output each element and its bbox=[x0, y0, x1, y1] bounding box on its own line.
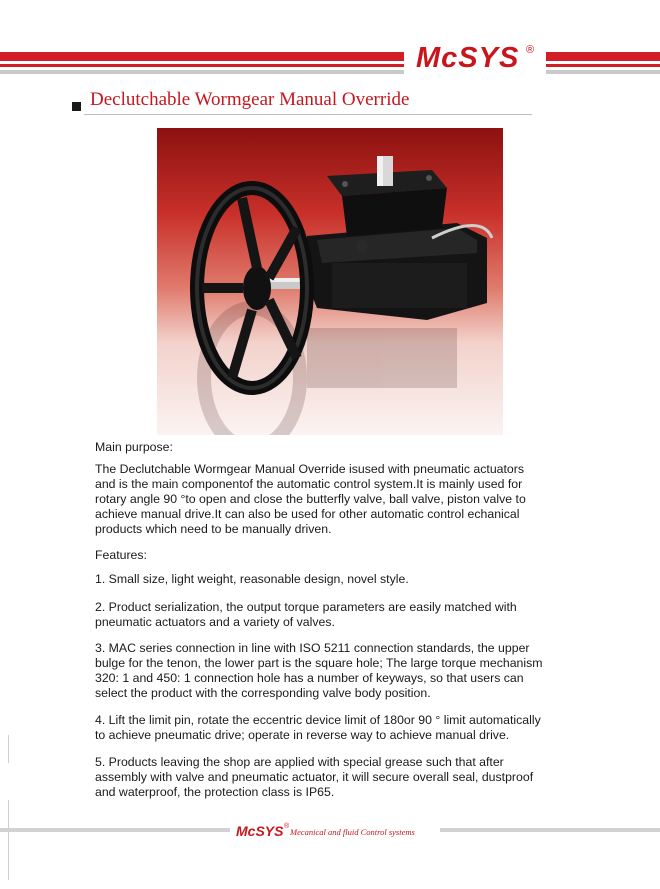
wormgear-illustration bbox=[157, 128, 503, 435]
text-line: and waterproof, the protection class is IP65. bbox=[95, 785, 335, 799]
header-gray-band bbox=[0, 70, 660, 74]
title-underline bbox=[84, 114, 532, 115]
text-line: assembly with valve and pneumatic actuator, it will secure overall seal, dustproof bbox=[95, 770, 534, 784]
text-line: to achieve pneumatic drive; operate in reverse way to achieve manual drive. bbox=[95, 728, 510, 742]
feature-item-5 bbox=[95, 755, 575, 800]
main-purpose-paragraph bbox=[95, 462, 575, 537]
main-purpose-heading: Main purpose: bbox=[95, 440, 173, 454]
page-title: Declutchable Wormgear Manual Override bbox=[90, 89, 410, 110]
footer-brand-logo: McSYS bbox=[236, 823, 284, 839]
text-line: bulge for the tenon, the lower part is the square hole; The large torque mechanism bbox=[95, 656, 543, 670]
text-line: and is the main componentof the automatic control system.It is mainly used for bbox=[95, 477, 523, 491]
product-photo bbox=[157, 128, 503, 435]
text-line: rotary angle 90 °to open and close the butterfly valve, ball valve, piston valve to bbox=[95, 492, 526, 506]
feature-item-3 bbox=[95, 641, 575, 701]
text-line: 5. Products leaving the shop are applied with special grease such that after bbox=[95, 755, 504, 769]
text-line: 3. MAC series connection in line with ISO 5211 connection standards, the upper bbox=[95, 641, 530, 655]
header-red-thin-band bbox=[0, 64, 660, 67]
footer-registered-mark: ® bbox=[284, 823, 290, 830]
title-bullet-icon bbox=[72, 102, 81, 111]
text-line: 2. Product serialization, the output torque parameters are easily matched with bbox=[95, 600, 517, 614]
features-heading: Features: bbox=[95, 548, 147, 562]
text-line: 320: 1 and 450: 1 connection hole has a number of keyways, so that users can bbox=[95, 671, 524, 685]
brand-logo: McSYS bbox=[416, 42, 520, 74]
text-line: select the product with the corresponding valve body position. bbox=[95, 686, 431, 700]
text-line: The Declutchable Wormgear Manual Override isused with pneumatic actuators bbox=[95, 462, 524, 476]
text-line: 1. Small size, light weight, reasonable design, novel style. bbox=[95, 572, 409, 586]
text-line: products which need to be manually driven. bbox=[95, 522, 332, 536]
footer-tagline: Mecanical and fluid Control systems bbox=[290, 827, 415, 837]
margin-mark bbox=[8, 800, 9, 880]
header-red-band bbox=[0, 52, 660, 61]
text-line: 4. Lift the limit pin, rotate the eccentric device limit of 180or 90 ° limit automatically bbox=[95, 713, 541, 727]
feature-item-1 bbox=[95, 572, 575, 587]
feature-item-4 bbox=[95, 713, 575, 743]
text-line: achieve manual drive.It can also be used for other automatic control echanical bbox=[95, 507, 520, 521]
feature-item-2 bbox=[95, 600, 575, 630]
margin-mark bbox=[8, 735, 9, 763]
text-line: pneumatic actuators and a variety of valves. bbox=[95, 615, 335, 629]
registered-mark: ® bbox=[526, 44, 535, 56]
